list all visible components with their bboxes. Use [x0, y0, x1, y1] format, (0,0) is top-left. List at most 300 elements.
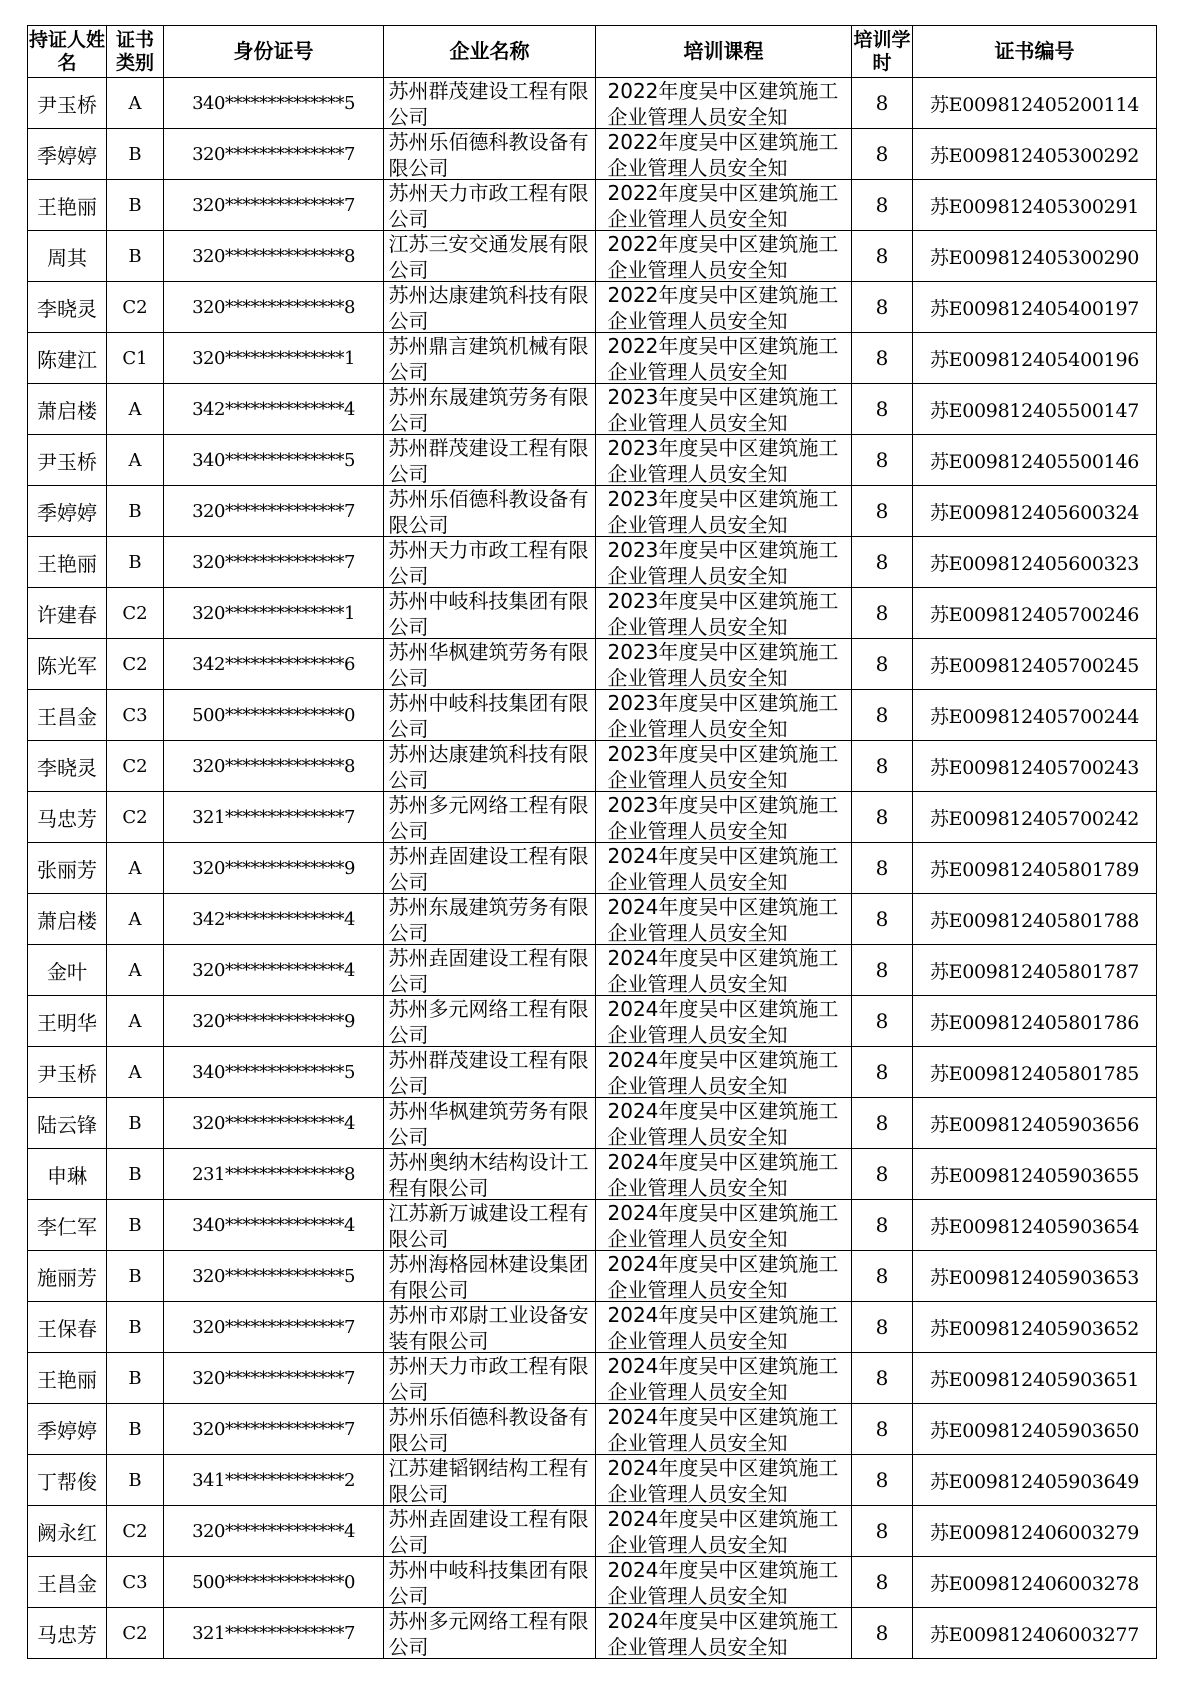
- cell-course-text: 2023年度吴中区建筑施工企业管理人员安全知: [607, 640, 839, 689]
- cell-company: [384, 588, 596, 639]
- cell-company-text: 苏州乐佰德科教设备有限公司: [388, 130, 589, 179]
- cell-id-number: 320**************4: [164, 1098, 384, 1149]
- cell-company-text: 苏州垚固建设工程有限公司: [388, 844, 589, 893]
- table-row: [28, 1353, 1157, 1404]
- table-row: [28, 945, 1157, 996]
- cell-id-number: 320**************7: [164, 486, 384, 537]
- cell-course-text: 2024年度吴中区建筑施工企业管理人员安全知: [607, 946, 839, 995]
- table-row: [28, 996, 1157, 1047]
- cell-id-number: 500**************0: [164, 690, 384, 741]
- cell-certificate-number: 苏E009812405903651: [913, 1353, 1157, 1404]
- cell-company: [384, 996, 596, 1047]
- cell-holder-name: 萧启楼: [28, 384, 107, 435]
- cell-course-text: 2024年度吴中区建筑施工企业管理人员安全知: [607, 1456, 839, 1505]
- cell-company: [384, 282, 596, 333]
- cell-id-number: 320**************8: [164, 741, 384, 792]
- cell-course-text: 2022年度吴中区建筑施工企业管理人员安全知: [607, 334, 839, 383]
- cell-category: B: [107, 1455, 164, 1506]
- cell-holder-name: 王明华: [28, 996, 107, 1047]
- cell-hours: 8: [852, 1200, 913, 1251]
- cell-company-text: 苏州达康建筑科技有限公司: [388, 283, 589, 332]
- cell-id-number: 320**************7: [164, 129, 384, 180]
- table-row: [28, 1149, 1157, 1200]
- cell-hours: 8: [852, 843, 913, 894]
- cell-company: [384, 843, 596, 894]
- cell-certificate-number: 苏E009812405700245: [913, 639, 1157, 690]
- cell-company: [384, 690, 596, 741]
- cell-course: [596, 384, 852, 435]
- cell-holder-name: 李晓灵: [28, 741, 107, 792]
- cell-company: [384, 1557, 596, 1608]
- cell-id-number: 340**************4: [164, 1200, 384, 1251]
- cell-category: B: [107, 180, 164, 231]
- cell-hours: 8: [852, 1506, 913, 1557]
- cell-company: [384, 1455, 596, 1506]
- header-course: 培训课程: [596, 26, 852, 78]
- cell-certificate-number: 苏E009812406003277: [913, 1608, 1157, 1659]
- cell-certificate-number: 苏E009812405400196: [913, 333, 1157, 384]
- table-row: [28, 1506, 1157, 1557]
- header-row: [28, 26, 1157, 78]
- cell-company: [384, 1506, 596, 1557]
- table-row: [28, 588, 1157, 639]
- cell-hours: 8: [852, 180, 913, 231]
- cell-certificate-number: 苏E009812405903655: [913, 1149, 1157, 1200]
- cell-company: [384, 1404, 596, 1455]
- cell-company-text: 苏州市邓尉工业设备安装有限公司: [388, 1303, 589, 1352]
- cell-hours: 8: [852, 78, 913, 129]
- cell-category: B: [107, 1200, 164, 1251]
- cell-hours: 8: [852, 435, 913, 486]
- cell-course: [596, 231, 852, 282]
- cell-company-text: 苏州乐佰德科教设备有限公司: [388, 1405, 589, 1454]
- cell-id-number: 320**************7: [164, 1353, 384, 1404]
- header-category: 证书类别: [107, 26, 164, 78]
- cell-company-text: 苏州中岐科技集团有限公司: [388, 589, 589, 638]
- cell-company: [384, 78, 596, 129]
- cell-holder-name: 王昌金: [28, 1557, 107, 1608]
- cell-hours: 8: [852, 588, 913, 639]
- cell-holder-name: 王昌金: [28, 690, 107, 741]
- cell-hours: 8: [852, 1047, 913, 1098]
- cell-course: [596, 537, 852, 588]
- cell-course-text: 2024年度吴中区建筑施工企业管理人员安全知: [607, 1099, 839, 1148]
- table-row: [28, 1455, 1157, 1506]
- cell-course: [596, 435, 852, 486]
- cell-company: [384, 945, 596, 996]
- cell-category: C2: [107, 1608, 164, 1659]
- cell-company: [384, 231, 596, 282]
- cell-company-text: 苏州多元网络工程有限公司: [388, 1609, 589, 1658]
- table-row: [28, 843, 1157, 894]
- cell-company-text: 苏州群茂建设工程有限公司: [388, 1048, 589, 1097]
- cell-hours: 8: [852, 384, 913, 435]
- table-row: [28, 129, 1157, 180]
- cell-id-number: 321**************7: [164, 1608, 384, 1659]
- cell-category: B: [107, 231, 164, 282]
- cell-category: C2: [107, 792, 164, 843]
- table-row: [28, 486, 1157, 537]
- cell-hours: 8: [852, 945, 913, 996]
- cell-course: [596, 1608, 852, 1659]
- cell-course: [596, 486, 852, 537]
- cell-id-number: 340**************5: [164, 1047, 384, 1098]
- cell-course: [596, 1302, 852, 1353]
- cell-category: B: [107, 1098, 164, 1149]
- cell-certificate-number: 苏E009812405300290: [913, 231, 1157, 282]
- cell-course-text: 2023年度吴中区建筑施工企业管理人员安全知: [607, 589, 839, 638]
- cell-company: [384, 1353, 596, 1404]
- cell-company: [384, 435, 596, 486]
- cell-certificate-number: 苏E009812405600323: [913, 537, 1157, 588]
- cell-company: [384, 486, 596, 537]
- cell-course-text: 2024年度吴中区建筑施工企业管理人员安全知: [607, 1405, 839, 1454]
- cell-certificate-number: 苏E009812405903650: [913, 1404, 1157, 1455]
- cell-holder-name: 王艳丽: [28, 180, 107, 231]
- cell-course: [596, 1098, 852, 1149]
- cell-holder-name: 尹玉桥: [28, 78, 107, 129]
- table-row: [28, 1251, 1157, 1302]
- cell-course-text: 2023年度吴中区建筑施工企业管理人员安全知: [607, 487, 839, 536]
- cell-holder-name: 陈建江: [28, 333, 107, 384]
- cell-category: A: [107, 435, 164, 486]
- cell-company: [384, 792, 596, 843]
- cell-company-text: 苏州鼎言建筑机械有限公司: [388, 334, 589, 383]
- cell-company-text: 苏州奥纳木结构设计工程有限公司: [388, 1150, 589, 1199]
- table-row: [28, 1047, 1157, 1098]
- table-row: [28, 639, 1157, 690]
- cell-certificate-number: 苏E009812405801789: [913, 843, 1157, 894]
- cell-holder-name: 季婷婷: [28, 486, 107, 537]
- cell-id-number: 320**************9: [164, 843, 384, 894]
- cell-company: [384, 639, 596, 690]
- cell-certificate-number: 苏E009812405903649: [913, 1455, 1157, 1506]
- table-row: [28, 894, 1157, 945]
- cell-hours: 8: [852, 894, 913, 945]
- cell-course: [596, 1047, 852, 1098]
- cell-id-number: 320**************7: [164, 180, 384, 231]
- cell-holder-name: 季婷婷: [28, 129, 107, 180]
- cell-certificate-number: 苏E009812405200114: [913, 78, 1157, 129]
- table-row: [28, 792, 1157, 843]
- header-certificate: 证书编号: [913, 26, 1157, 78]
- cell-holder-name: 尹玉桥: [28, 1047, 107, 1098]
- cell-holder-name: 王艳丽: [28, 1353, 107, 1404]
- cell-certificate-number: 苏E009812405903652: [913, 1302, 1157, 1353]
- cell-company-text: 江苏建韬钢结构工程有限公司: [388, 1456, 589, 1505]
- cell-hours: 8: [852, 231, 913, 282]
- cell-hours: 8: [852, 537, 913, 588]
- cell-holder-name: 马忠芳: [28, 1608, 107, 1659]
- cell-course-text: 2024年度吴中区建筑施工企业管理人员安全知: [607, 1303, 839, 1352]
- header-hours: 培训学时: [852, 26, 913, 78]
- cell-holder-name: 李晓灵: [28, 282, 107, 333]
- cell-id-number: 320**************4: [164, 945, 384, 996]
- cell-category: A: [107, 894, 164, 945]
- cell-company: [384, 1149, 596, 1200]
- cell-course-text: 2024年度吴中区建筑施工企业管理人员安全知: [607, 1150, 839, 1199]
- cell-company-text: 苏州垚固建设工程有限公司: [388, 1507, 589, 1556]
- cell-company-text: 苏州垚固建设工程有限公司: [388, 946, 589, 995]
- cell-category: B: [107, 1302, 164, 1353]
- cell-course-text: 2023年度吴中区建筑施工企业管理人员安全知: [607, 436, 839, 485]
- cell-company-text: 苏州中岐科技集团有限公司: [388, 691, 589, 740]
- cell-company: [384, 333, 596, 384]
- cell-certificate-number: 苏E009812405300291: [913, 180, 1157, 231]
- cell-course-text: 2023年度吴中区建筑施工企业管理人员安全知: [607, 385, 839, 434]
- cell-id-number: 320**************7: [164, 537, 384, 588]
- cell-category: B: [107, 1251, 164, 1302]
- table-body: [28, 78, 1157, 1659]
- cell-course: [596, 1149, 852, 1200]
- cell-category: A: [107, 945, 164, 996]
- cell-certificate-number: 苏E009812406003278: [913, 1557, 1157, 1608]
- cell-certificate-number: 苏E009812406003279: [913, 1506, 1157, 1557]
- cell-certificate-number: 苏E009812405801787: [913, 945, 1157, 996]
- cell-hours: 8: [852, 741, 913, 792]
- cell-hours: 8: [852, 1149, 913, 1200]
- cell-company-text: 苏州群茂建设工程有限公司: [388, 436, 589, 485]
- cell-category: C2: [107, 639, 164, 690]
- cell-company-text: 江苏新万诚建设工程有限公司: [388, 1201, 589, 1250]
- cell-course: [596, 180, 852, 231]
- cell-company: [384, 129, 596, 180]
- cell-holder-name: 王保春: [28, 1302, 107, 1353]
- cell-id-number: 340**************5: [164, 435, 384, 486]
- cell-hours: 8: [852, 1098, 913, 1149]
- cell-course-text: 2024年度吴中区建筑施工企业管理人员安全知: [607, 1048, 839, 1097]
- cell-hours: 8: [852, 1404, 913, 1455]
- cell-course-text: 2022年度吴中区建筑施工企业管理人员安全知: [607, 232, 839, 281]
- cell-course-text: 2024年度吴中区建筑施工企业管理人员安全知: [607, 1354, 839, 1403]
- cell-hours: 8: [852, 333, 913, 384]
- table-row: [28, 537, 1157, 588]
- cell-id-number: 231**************8: [164, 1149, 384, 1200]
- cell-company: [384, 1608, 596, 1659]
- cell-course: [596, 129, 852, 180]
- cell-course-text: 2024年度吴中区建筑施工企业管理人员安全知: [607, 895, 839, 944]
- cell-certificate-number: 苏E009812405700242: [913, 792, 1157, 843]
- cell-id-number: 320**************1: [164, 588, 384, 639]
- header-name: 持证人姓名: [28, 26, 107, 78]
- cell-holder-name: 萧启楼: [28, 894, 107, 945]
- cell-course-text: 2022年度吴中区建筑施工企业管理人员安全知: [607, 130, 839, 179]
- cell-company-text: 苏州多元网络工程有限公司: [388, 997, 589, 1046]
- cell-course-text: 2022年度吴中区建筑施工企业管理人员安全知: [607, 181, 839, 230]
- cell-category: A: [107, 384, 164, 435]
- cell-course: [596, 1251, 852, 1302]
- cell-category: A: [107, 78, 164, 129]
- table-row: [28, 1302, 1157, 1353]
- cell-certificate-number: 苏E009812405801786: [913, 996, 1157, 1047]
- table-row: [28, 1557, 1157, 1608]
- cell-id-number: 320**************5: [164, 1251, 384, 1302]
- header-id-number: 身份证号: [164, 26, 384, 78]
- cell-company-text: 苏州中岐科技集团有限公司: [388, 1558, 589, 1607]
- table-row: [28, 690, 1157, 741]
- cell-company-text: 苏州天力市政工程有限公司: [388, 538, 589, 587]
- table-row: [28, 78, 1157, 129]
- cell-id-number: 320**************7: [164, 1302, 384, 1353]
- cell-id-number: 320**************1: [164, 333, 384, 384]
- cell-hours: 8: [852, 1353, 913, 1404]
- cell-holder-name: 马忠芳: [28, 792, 107, 843]
- cell-course: [596, 690, 852, 741]
- cell-category: A: [107, 1047, 164, 1098]
- cell-holder-name: 王艳丽: [28, 537, 107, 588]
- cell-category: C2: [107, 1506, 164, 1557]
- cell-category: B: [107, 537, 164, 588]
- cell-company: [384, 1251, 596, 1302]
- table-row: [28, 1404, 1157, 1455]
- cell-company-text: 苏州华枫建筑劳务有限公司: [388, 1099, 589, 1148]
- cell-hours: 8: [852, 792, 913, 843]
- cell-course-text: 2022年度吴中区建筑施工企业管理人员安全知: [607, 283, 839, 332]
- cell-id-number: 341**************2: [164, 1455, 384, 1506]
- cell-course-text: 2023年度吴中区建筑施工企业管理人员安全知: [607, 538, 839, 587]
- table-row: [28, 333, 1157, 384]
- cell-holder-name: 周其: [28, 231, 107, 282]
- cell-course: [596, 894, 852, 945]
- cell-id-number: 320**************9: [164, 996, 384, 1047]
- cell-course-text: 2024年度吴中区建筑施工企业管理人员安全知: [607, 1507, 839, 1556]
- cell-course-text: 2024年度吴中区建筑施工企业管理人员安全知: [607, 1201, 839, 1250]
- cell-course: [596, 792, 852, 843]
- cell-course-text: 2024年度吴中区建筑施工企业管理人员安全知: [607, 844, 839, 893]
- cell-id-number: 320**************8: [164, 282, 384, 333]
- cell-category: C2: [107, 588, 164, 639]
- cell-holder-name: 施丽芳: [28, 1251, 107, 1302]
- cell-course: [596, 282, 852, 333]
- cell-course: [596, 588, 852, 639]
- cell-holder-name: 张丽芳: [28, 843, 107, 894]
- cell-hours: 8: [852, 690, 913, 741]
- cell-category: B: [107, 1404, 164, 1455]
- cell-id-number: 342**************4: [164, 384, 384, 435]
- cell-holder-name: 陆云锋: [28, 1098, 107, 1149]
- cell-course-text: 2024年度吴中区建筑施工企业管理人员安全知: [607, 1609, 839, 1658]
- cell-company: [384, 741, 596, 792]
- cell-category: B: [107, 1149, 164, 1200]
- cell-course: [596, 1404, 852, 1455]
- cell-category: C2: [107, 282, 164, 333]
- cell-course: [596, 1353, 852, 1404]
- cell-id-number: 320**************8: [164, 231, 384, 282]
- table-row: [28, 1608, 1157, 1659]
- cell-category: A: [107, 996, 164, 1047]
- cell-company-text: 江苏三安交通发展有限公司: [388, 232, 589, 281]
- cell-certificate-number: 苏E009812405801785: [913, 1047, 1157, 1098]
- cell-course-text: 2023年度吴中区建筑施工企业管理人员安全知: [607, 742, 839, 791]
- cell-category: C2: [107, 741, 164, 792]
- table-row: [28, 231, 1157, 282]
- cell-hours: 8: [852, 1455, 913, 1506]
- cell-company: [384, 894, 596, 945]
- cell-company-text: 苏州东晟建筑劳务有限公司: [388, 385, 589, 434]
- cell-certificate-number: 苏E009812405500147: [913, 384, 1157, 435]
- cell-company: [384, 537, 596, 588]
- cell-course-text: 2022年度吴中区建筑施工企业管理人员安全知: [607, 79, 839, 128]
- cell-company-text: 苏州多元网络工程有限公司: [388, 793, 589, 842]
- cell-hours: 8: [852, 282, 913, 333]
- cell-holder-name: 陈光军: [28, 639, 107, 690]
- cell-holder-name: 李仁军: [28, 1200, 107, 1251]
- cell-company-text: 苏州天力市政工程有限公司: [388, 181, 589, 230]
- cell-holder-name: 尹玉桥: [28, 435, 107, 486]
- table-row: [28, 384, 1157, 435]
- cell-company: [384, 180, 596, 231]
- cell-company: [384, 384, 596, 435]
- cell-holder-name: 阙永红: [28, 1506, 107, 1557]
- table-row: [28, 282, 1157, 333]
- cell-company-text: 苏州达康建筑科技有限公司: [388, 742, 589, 791]
- cell-certificate-number: 苏E009812405903656: [913, 1098, 1157, 1149]
- cell-course: [596, 996, 852, 1047]
- cell-hours: 8: [852, 486, 913, 537]
- cell-course: [596, 741, 852, 792]
- cell-holder-name: 申琳: [28, 1149, 107, 1200]
- cell-category: A: [107, 843, 164, 894]
- cell-company-text: 苏州天力市政工程有限公司: [388, 1354, 589, 1403]
- table-row: [28, 1200, 1157, 1251]
- cell-course-text: 2024年度吴中区建筑施工企业管理人员安全知: [607, 1558, 839, 1607]
- cell-hours: 8: [852, 1251, 913, 1302]
- cell-id-number: 320**************4: [164, 1506, 384, 1557]
- cell-id-number: 321**************7: [164, 792, 384, 843]
- cell-id-number: 320**************7: [164, 1404, 384, 1455]
- cell-id-number: 340**************5: [164, 78, 384, 129]
- cell-hours: 8: [852, 1608, 913, 1659]
- cell-category: C3: [107, 690, 164, 741]
- cell-course: [596, 333, 852, 384]
- cell-certificate-number: 苏E009812405500146: [913, 435, 1157, 486]
- cell-course: [596, 1200, 852, 1251]
- cell-certificate-number: 苏E009812405300292: [913, 129, 1157, 180]
- cell-company: [384, 1302, 596, 1353]
- cell-company: [384, 1047, 596, 1098]
- table-row: [28, 180, 1157, 231]
- cell-id-number: 342**************6: [164, 639, 384, 690]
- cell-company-text: 苏州华枫建筑劳务有限公司: [388, 640, 589, 689]
- cell-course-text: 2024年度吴中区建筑施工企业管理人员安全知: [607, 1252, 839, 1301]
- cell-certificate-number: 苏E009812405700246: [913, 588, 1157, 639]
- cell-holder-name: 季婷婷: [28, 1404, 107, 1455]
- cell-course: [596, 945, 852, 996]
- cell-company-text: 苏州海格园林建设集团有限公司: [388, 1252, 589, 1301]
- cell-course-text: 2023年度吴中区建筑施工企业管理人员安全知: [607, 691, 839, 740]
- cell-company: [384, 1200, 596, 1251]
- cell-id-number: 342**************4: [164, 894, 384, 945]
- cell-company-text: 苏州群茂建设工程有限公司: [388, 79, 589, 128]
- cell-category: B: [107, 129, 164, 180]
- cell-certificate-number: 苏E009812405400197: [913, 282, 1157, 333]
- header-company: 企业名称: [384, 26, 596, 78]
- cell-hours: 8: [852, 1557, 913, 1608]
- cell-hours: 8: [852, 639, 913, 690]
- cell-course: [596, 1506, 852, 1557]
- certificate-table: [27, 25, 1157, 1659]
- cell-category: C1: [107, 333, 164, 384]
- cell-holder-name: 许建春: [28, 588, 107, 639]
- cell-holder-name: 丁帮俊: [28, 1455, 107, 1506]
- cell-category: B: [107, 1353, 164, 1404]
- cell-course: [596, 639, 852, 690]
- cell-course: [596, 1455, 852, 1506]
- cell-hours: 8: [852, 129, 913, 180]
- cell-company-text: 苏州东晟建筑劳务有限公司: [388, 895, 589, 944]
- cell-certificate-number: 苏E009812405801788: [913, 894, 1157, 945]
- cell-hours: 8: [852, 996, 913, 1047]
